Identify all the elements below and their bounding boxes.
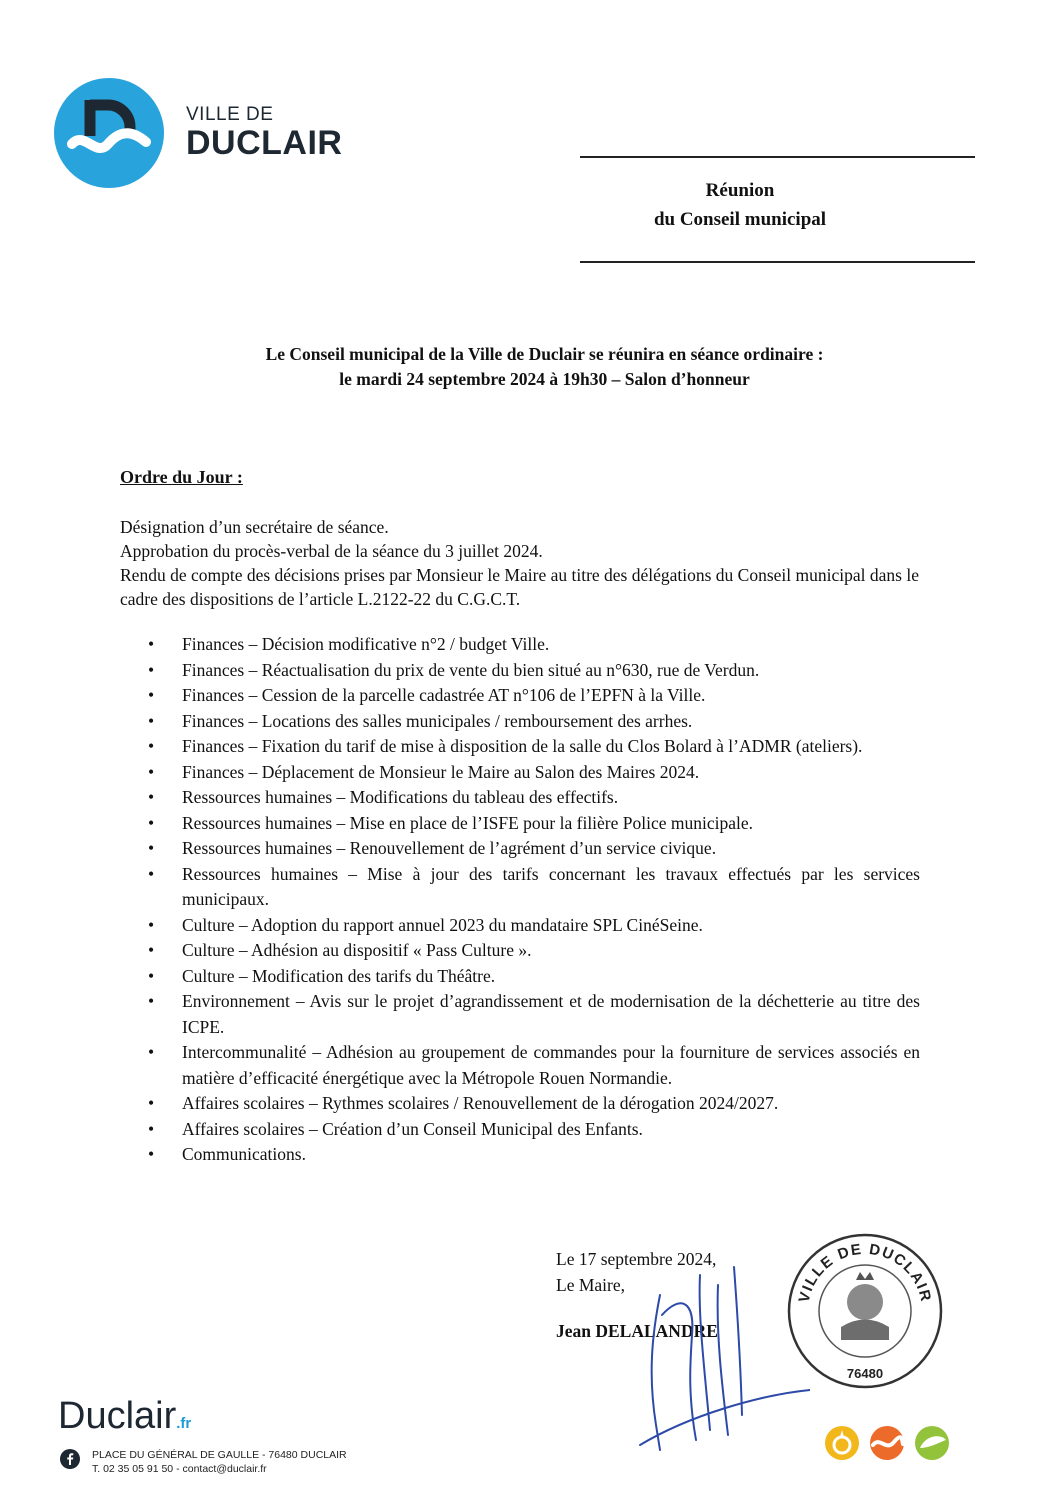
bullet-icon: • [148, 736, 155, 756]
agenda-item [148, 964, 920, 990]
official-seal-icon [786, 1232, 944, 1390]
agenda-item-text: Affaires scolaires – Rythmes scolaires / Renouvellement de la dérogation 2024/2027. [182, 1093, 779, 1113]
footer-brand [58, 1396, 191, 1444]
handwritten-signature-icon [600, 1255, 810, 1455]
agenda-item [148, 913, 920, 939]
agenda-item-text: Affaires scolaires – Création d’un Conseil Municipal des Enfants. [182, 1118, 643, 1139]
title-top-rule [580, 156, 975, 158]
intro-item: Rendu de compte des décisions prises par Monsieur le Maire au titre des délégations du Conseil municipal dans le cadre des dispositions de l’article L.2122-22 du C.G.C.T. [120, 565, 919, 609]
agenda-item-text: Finances – Déplacement de Monsieur le Maire au Salon des Maires 2024. [182, 761, 700, 782]
footer-address: PLACE DU GÉNÉRAL DE GAULLE - 76480 DUCLAIR [92, 1449, 347, 1461]
title-line-2: du Conseil municipal [653, 209, 827, 230]
agenda-item [148, 683, 920, 709]
bullet-icon: • [148, 991, 155, 1011]
announcement-line-1: Le Conseil municipal de la Ville de Duclair se réunira en séance ordinaire : [265, 344, 824, 364]
agenda-item-text: Finances – Réactualisation du prix de vente du bien situé au n°630, rue de Verdun. [182, 659, 760, 680]
document-title [580, 176, 900, 234]
logo-line-2: DUCLAIR [186, 124, 343, 162]
bullet-icon: • [148, 710, 155, 731]
agenda-list [148, 632, 920, 1168]
bullet-icon: • [148, 1144, 155, 1164]
intro-item: Désignation d’un secrétaire de séance. [120, 517, 389, 537]
town-labels-badges [820, 1418, 960, 1468]
bullet-icon: • [148, 1093, 155, 1113]
facebook-icon[interactable] [60, 1449, 80, 1469]
bullet-icon: • [148, 787, 155, 807]
agenda-item-text: Ressources humaines – Mise à jour des tarifs concernant les travaux effectués par les services municipaux. [182, 863, 920, 909]
intro-item: Approbation du procès-verbal de la séance du 3 juillet 2024. [120, 541, 543, 561]
agenda-item [148, 658, 920, 684]
agenda-item-text: Ressources humaines – Renouvellement de l’agrément d’un service civique. [182, 838, 717, 858]
logo-line-1: VILLE DE [186, 104, 274, 125]
agenda-item [148, 836, 920, 862]
agenda-item-text: Ressources humaines – Mise en place de l’ISFE pour la filière Police municipale. [182, 812, 754, 833]
title-bottom-rule [580, 261, 975, 263]
logo-wordmark [186, 105, 342, 161]
footer-brand-name: Duclair [58, 1395, 177, 1437]
agenda-item [148, 811, 920, 837]
bullet-icon: • [148, 1118, 155, 1139]
agenda-item-text: Finances – Cession de la parcelle cadastrée AT n°106 de l’EPFN à la Ville. [182, 685, 706, 705]
agenda-item-text: Culture – Adhésion au dispositif « Pass Culture ». [182, 940, 532, 960]
bullet-icon: • [148, 812, 155, 833]
agenda-item [148, 760, 920, 786]
flower-badge-icon [825, 1426, 859, 1460]
seal-top-text: VILLE DE DUCLAIR [795, 1240, 935, 1305]
bullet-icon: • [148, 659, 155, 680]
bullet-icon: • [148, 1042, 155, 1062]
bullet-icon: • [148, 940, 155, 960]
agenda-item-text: Finances – Décision modificative n°2 / budget Ville. [182, 634, 550, 654]
agenda-item [148, 632, 920, 658]
agenda-item [148, 938, 920, 964]
agenda-item [148, 1040, 920, 1091]
agenda-item [148, 1091, 920, 1117]
footer-phone-email: T. 02 35 05 91 50 - contact@duclair.fr [92, 1463, 267, 1475]
agenda-item [148, 709, 920, 735]
agenda-item-text: Ressources humaines – Modifications du tableau des effectifs. [182, 787, 619, 807]
footer-brand-tld: .fr [176, 1415, 192, 1432]
agenda-heading: Ordre du Jour : [120, 467, 243, 487]
announcement-line-2: le mardi 24 septembre 2024 à 19h30 – Salon d’honneur [339, 369, 750, 389]
agenda-item [148, 785, 920, 811]
agenda-item-text: Communications. [182, 1144, 306, 1164]
agenda-intro [120, 515, 920, 611]
bullet-icon: • [148, 634, 155, 654]
footer-contact [92, 1448, 347, 1476]
bullet-icon: • [148, 685, 155, 705]
bullet-icon: • [148, 761, 155, 782]
agenda-item-text: Finances – Fixation du tarif de mise à disposition de la salle du Clos Bolard à l’ADMR (ateliers). [182, 736, 863, 756]
agenda-item [148, 734, 920, 760]
leaf-badge-icon [915, 1426, 949, 1460]
bullet-icon: • [148, 965, 155, 986]
agenda-item [148, 1142, 920, 1168]
bullet-icon: • [148, 863, 155, 884]
title-line-1: Réunion [705, 180, 775, 201]
agenda-item [148, 862, 920, 913]
seal-bottom-text: 76480 [846, 1366, 884, 1381]
agenda-item-text: Finances – Locations des salles municipales / remboursement des arrhes. [182, 710, 693, 731]
agenda-item-text: Intercommunalité – Adhésion au groupement de commandes pour la fourniture de services associés en matière d’efficacité énergétique avec la Métropole Rouen Normandie. [182, 1042, 920, 1088]
signatory-name: Jean DELALANDRE [556, 1321, 718, 1341]
agenda-item-text: Environnement – Avis sur le projet d’agrandissement et de modernisation de la déchetterie au titre des ICPE. [182, 991, 920, 1037]
agenda-item-text: Culture – Adoption du rapport annuel 2023 du mandataire SPL CinéSeine. [182, 914, 703, 935]
bullet-icon: • [148, 838, 155, 858]
ville-de-duclair-logo-icon [50, 78, 168, 188]
agenda-item-text: Culture – Modification des tarifs du Théâtre. [182, 965, 496, 986]
bullet-icon: • [148, 914, 155, 935]
signature-date: Le 17 septembre 2024, [556, 1249, 717, 1269]
agenda-item [148, 1117, 920, 1143]
agenda-item [148, 989, 920, 1040]
meeting-announcement [0, 342, 1059, 392]
river-badge-icon [870, 1426, 904, 1460]
signature-role: Le Maire, [556, 1275, 625, 1295]
